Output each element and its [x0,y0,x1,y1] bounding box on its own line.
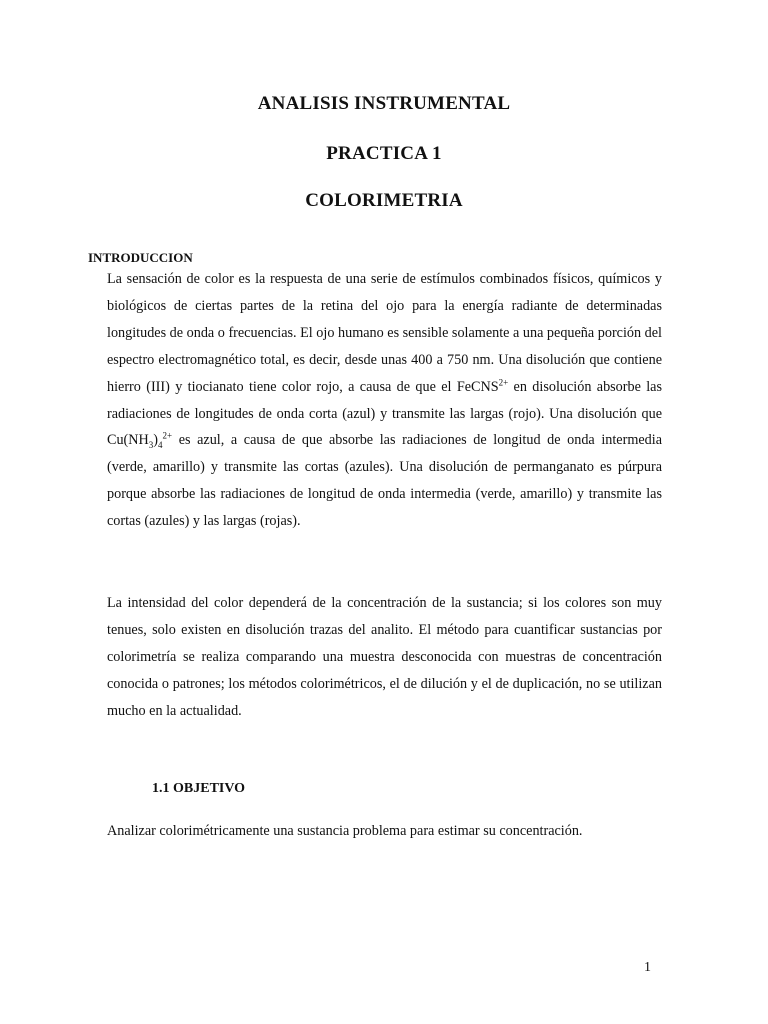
course-title: ANALISIS INSTRUMENTAL [257,93,511,114]
page-number: 1 [644,960,651,975]
fecns-charge: 2+ [498,376,509,387]
introduction-paragraph-2: La intensidad del color dependerá de la concentración de la sustancia; si los colores son muy tenues, solo existen en disolución trazas del analito. El método para cuantificar sustancias por colorimetría se realiza comparando una muestra desconocida con muestras de concentración conocida o patrones; los métodos colorimétricos, el de dilución y el de duplicación, no se utilizan mucho en la actualidad. [107,595,662,719]
intro-text-part-1: La sensación de color es la respuesta de una serie de estímulos combinados físicos, químicos y biológicos de ciertas partes de la retina del ojo para la energía radiante de determinadas longitudes de onda o frecuencias. El ojo humano es sensible solamente a una pequeña porción del espectro electromagnético total, es decir, desde unas 400 a 750 nm. Una disolución que contiene hierro (III) y tiocianato tiene color rojo, a causa de que el [107,271,662,395]
intro-text-part-3: es azul, a causa de que absorbe las radiaciones de longitud de onda intermedia (verde, amarillo) y transmite las cortas (azules). Una disolución de permanganato es púrpura porque absorbe las radiaciones de longitud de onda intermedia (verde, amarillo) y transmite las cortas (azules) y las largas (rojas). [107,432,662,530]
objective-text: Analizar colorimétricamente una sustancia problema para estimar su concentración. [107,823,583,839]
introduction-heading: INTRODUCCION [88,250,193,265]
intro-text-part-2: en disolución absorbe las radiaciones de longitudes de onda corta (azul) y transmite las largas (rojo). Una disolución que [107,378,663,422]
objective-heading: 1.1 OBJETIVO [152,781,246,796]
practice-title: PRACTICA 1 [326,143,442,164]
topic-title: COLORIMETRIA [305,190,463,211]
formula-fecns: FeCNS$^{2+}$ [456,376,509,395]
copper-charge: 2+ [162,430,173,441]
introduction-paragraph-1 [107,266,662,535]
formula-copper-ammine: $Cu(NH_3)_4^{2+}$ [107,430,173,451]
